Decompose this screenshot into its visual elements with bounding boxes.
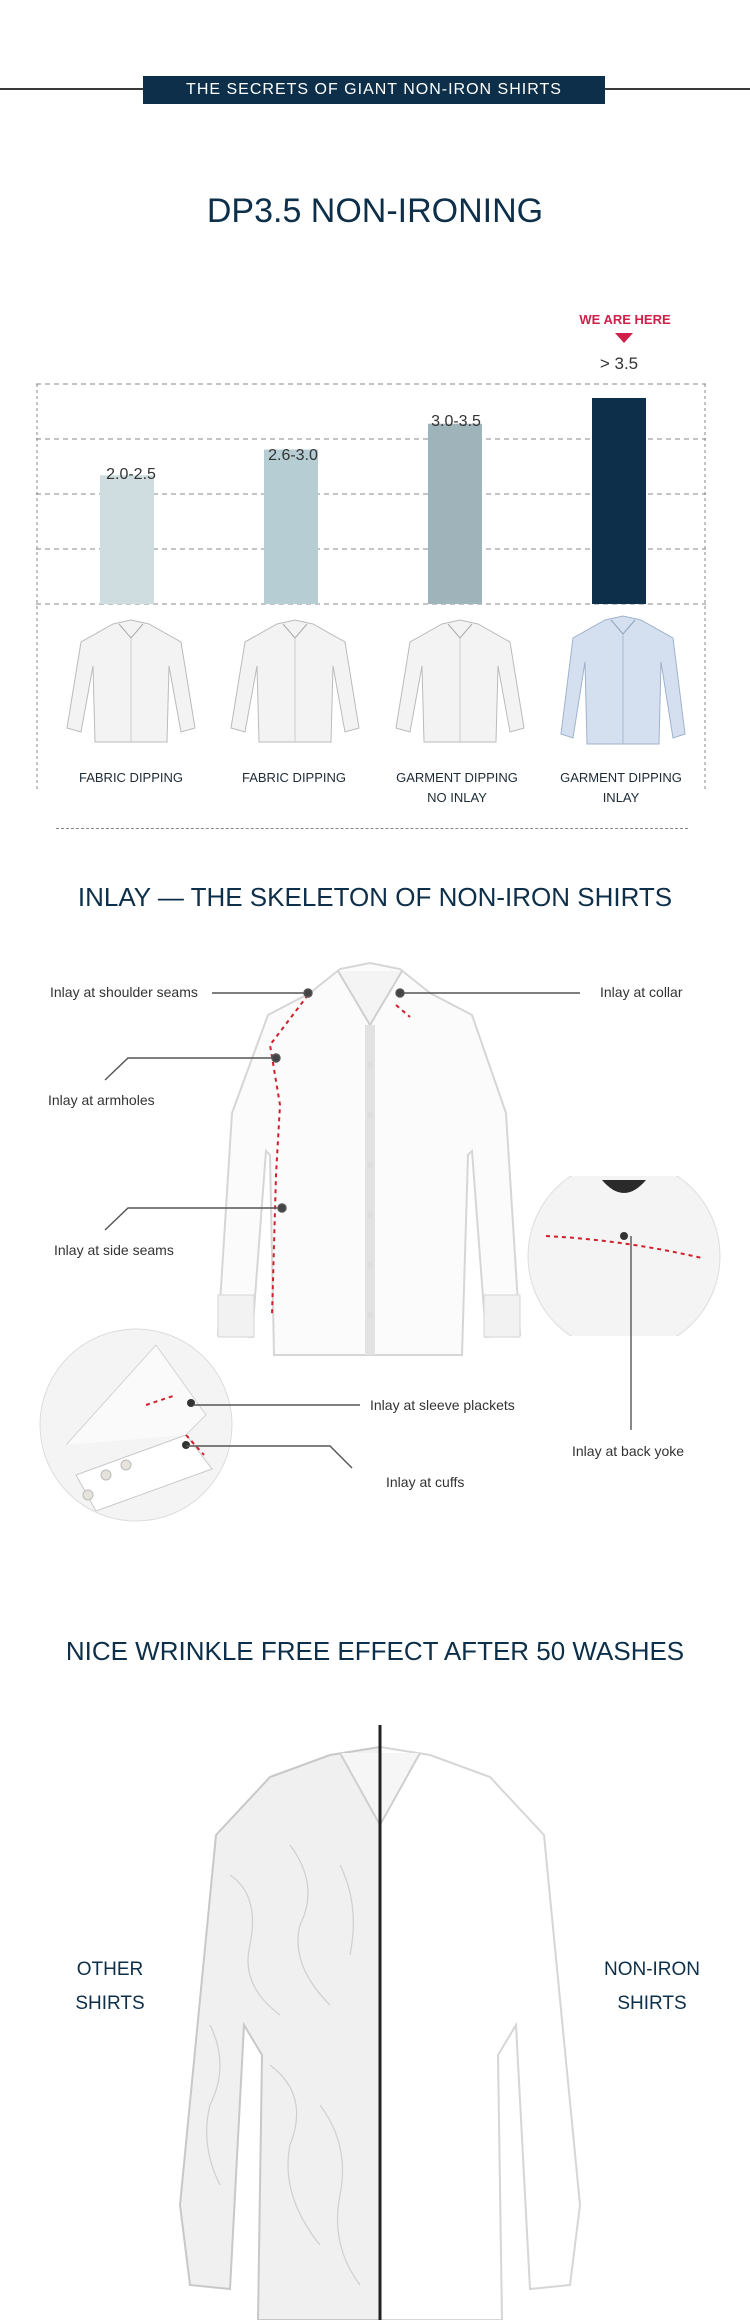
callout-side-seams: Inlay at side seams: [54, 1242, 174, 1258]
bar: [428, 424, 482, 604]
other-shirts-label: OTHER SHIRTS: [75, 1959, 145, 2014]
shirt-white-icon: [63, 618, 199, 748]
section-banner: [143, 76, 605, 104]
dp-heading: DP3.5 NON-IRONING: [206, 192, 544, 230]
callout-cuffs: Inlay at cuffs: [386, 1474, 465, 1490]
callout-collar: Inlay at collar: [600, 984, 683, 1000]
shirt-white-icon: [227, 618, 363, 748]
non-iron-shirts-label: NON-IRON SHIRTS: [603, 1959, 701, 2014]
banner-rule-right: [605, 88, 750, 90]
bar-value-label: 2.0-2.5: [106, 466, 156, 483]
shirt-white-icon: [392, 618, 528, 748]
callout-shoulder-seams: Inlay at shoulder seams: [50, 984, 198, 1000]
bar-value-label: 2.6-3.0: [268, 447, 318, 464]
banner-title: THE SECRETS OF GIANT NON-IRON SHIRTS: [186, 81, 562, 98]
bar: [592, 398, 646, 604]
bar: [264, 450, 318, 605]
bar-value-label: > 3.5: [599, 354, 639, 373]
we-are-here-label: WE ARE HERE: [579, 312, 671, 327]
dp-chart: [36, 354, 706, 805]
callout-sleeve-plackets: Inlay at sleeve plackets: [370, 1397, 515, 1413]
category-label: FABRIC DIPPING: [241, 770, 347, 785]
bar-value-label: 3.0-3.5: [431, 413, 481, 430]
marker-triangle-icon: [615, 333, 633, 343]
category-label: GARMENT DIPPING INLAY: [560, 770, 682, 805]
bar: [100, 475, 154, 604]
wash-heading: NICE WRINKLE FREE EFFECT AFTER 50 WASHES: [65, 1636, 685, 1666]
callout-armholes: Inlay at armholes: [48, 1092, 155, 1108]
category-label: GARMENT DIPPING NO INLAY: [396, 770, 518, 805]
category-label: FABRIC DIPPING: [78, 770, 184, 785]
chart-bottom-rule: [56, 828, 688, 829]
callout-back-yoke: Inlay at back yoke: [572, 1443, 685, 1459]
wash-comparison-shirt: [170, 1725, 590, 2320]
inlay-heading: INLAY — THE SKELETON OF NON-IRON SHIRTS: [77, 882, 673, 912]
banner-rule-left: [0, 88, 143, 90]
shirt-blue-icon: [555, 614, 691, 750]
